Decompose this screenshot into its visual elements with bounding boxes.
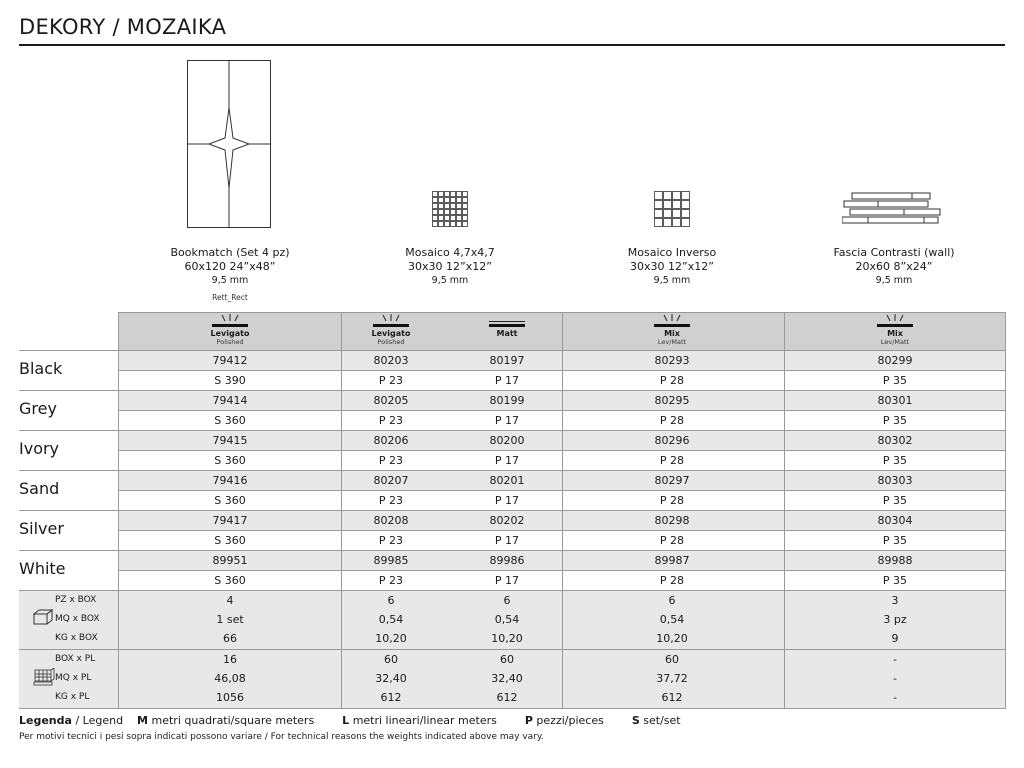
product-code: 79414 — [212, 394, 248, 407]
mosaic-tile — [439, 222, 444, 227]
pack-unit: P 35 — [882, 574, 908, 587]
mosaic-tile — [445, 192, 450, 197]
pack-unit: S 390 — [214, 374, 246, 387]
mix-icon — [652, 313, 692, 329]
product-code: 80303 — [877, 474, 913, 487]
mosaic-tile — [433, 210, 438, 215]
product-code: 80205 — [373, 394, 409, 407]
column-divider — [562, 312, 563, 708]
mix-icon — [855, 313, 935, 329]
product-code: 80295 — [654, 394, 690, 407]
product-code: 89988 — [877, 554, 913, 567]
pack-value: 1056 — [216, 691, 244, 704]
pack-value: 37,72 — [656, 672, 688, 685]
pack-label: PZ x BOX — [55, 595, 97, 605]
pack-value: 6 — [387, 594, 395, 607]
product-thickness: 9,5 mm — [211, 275, 249, 286]
box-block — [19, 591, 1006, 649]
fascia-strips-icon — [842, 192, 942, 232]
color-name: Black — [19, 359, 63, 378]
color-name: Sand — [19, 479, 60, 498]
product-code: 80297 — [654, 474, 690, 487]
pack-label: KG x BOX — [55, 633, 98, 643]
polished-icon — [351, 313, 431, 329]
finish-label: Matt — [496, 329, 518, 338]
size-imperial: 8”x24” — [893, 260, 933, 273]
pack-unit: S 360 — [214, 534, 246, 547]
color-row-black — [19, 351, 1006, 391]
product-extra: Rett_Rect — [212, 293, 248, 302]
legend-m-text: metri quadrati/square meters — [151, 714, 315, 727]
product-fascia — [804, 246, 984, 288]
mosaic-tile — [457, 204, 462, 209]
product-code: 80304 — [877, 514, 913, 527]
pack-value: 6 — [503, 594, 511, 607]
product-name: Mosaico Inverso — [627, 246, 717, 259]
pack-unit: P 28 — [659, 534, 685, 547]
mosaic-tile — [463, 222, 468, 227]
size-imperial: 12”x12” — [446, 260, 492, 273]
mosaic-tile — [445, 222, 450, 227]
mosaic-tile — [655, 219, 663, 227]
finish-header-2 — [351, 313, 431, 351]
product-code: 80207 — [373, 474, 409, 487]
size-metric: 60x120 — [184, 260, 227, 273]
legend-s-text: set/set — [643, 714, 681, 727]
legend-l-text: metri lineari/linear meters — [352, 714, 497, 727]
pack-unit: S 360 — [214, 414, 246, 427]
finish-label: Levigato — [371, 329, 411, 338]
size-metric: 30x30 — [408, 260, 443, 273]
product-table — [19, 312, 1006, 712]
product-code: 80199 — [489, 394, 525, 407]
pack-value: 3 — [891, 594, 899, 607]
product-code: 89951 — [212, 554, 248, 567]
mosaic-tile — [439, 210, 444, 215]
mosaic-tile — [439, 216, 444, 221]
pack-value: 612 — [380, 691, 402, 704]
polished-icon — [210, 313, 250, 329]
product-code: 80206 — [373, 434, 409, 447]
product-code: 89986 — [489, 554, 525, 567]
page-title: DEKORY / MOZAIKA — [19, 15, 227, 39]
finish-sublabel: Polished — [377, 338, 405, 346]
row-divider — [19, 708, 1006, 709]
pack-value: 612 — [661, 691, 683, 704]
pack-value: 60 — [384, 653, 398, 666]
mosaic-tile — [463, 192, 468, 197]
mosaic-tile — [451, 192, 456, 197]
finish-header-4 — [632, 313, 712, 351]
finish-sublabel: Lev/Matt — [657, 338, 687, 346]
mosaic-tile — [682, 210, 690, 218]
product-code: 80203 — [373, 354, 409, 367]
mix-icon — [632, 313, 712, 329]
finish-header-1 — [190, 313, 270, 351]
mosaic-inverso-icon — [654, 191, 690, 231]
product-thickness: 9,5 mm — [653, 275, 691, 286]
pack-unit: P 28 — [659, 374, 685, 387]
mosaic-tile — [451, 222, 456, 227]
product-code: 80201 — [489, 474, 525, 487]
pack-label: MQ x BOX — [55, 614, 100, 624]
polished-icon — [190, 313, 270, 329]
pack-label: MQ x PL — [55, 673, 92, 683]
pack-value: 10,20 — [656, 632, 688, 645]
product-code: 80296 — [654, 434, 690, 447]
pack-unit: P 35 — [882, 454, 908, 467]
product-code: 80200 — [489, 434, 525, 447]
size-imperial: 12”x12” — [668, 260, 714, 273]
mosaic-tile — [445, 216, 450, 221]
pallet-block — [19, 650, 1006, 708]
legend-l-key: L — [342, 714, 350, 727]
mosaic-tile — [445, 210, 450, 215]
pack-value: 612 — [496, 691, 518, 704]
pack-unit: S 360 — [214, 454, 246, 467]
pack-value: 60 — [665, 653, 679, 666]
mosaic-tile — [673, 210, 681, 218]
mosaic-tile — [433, 192, 438, 197]
finish-sublabel: Lev/Matt — [880, 338, 910, 346]
mosaic-tile — [463, 210, 468, 215]
product-code: 89987 — [654, 554, 690, 567]
pack-value: 10,20 — [491, 632, 523, 645]
mosaic-tile — [682, 201, 690, 209]
pack-unit: P 23 — [378, 374, 404, 387]
pack-value: 0,54 — [659, 613, 685, 626]
mosaic-tile — [673, 219, 681, 227]
size-imperial: 24”x48” — [229, 260, 276, 273]
pack-value: 4 — [226, 594, 234, 607]
pack-value: 16 — [223, 653, 237, 666]
pack-unit: P 23 — [378, 414, 404, 427]
finish-sublabel: Polished — [216, 338, 244, 346]
mosaic-tile — [439, 198, 444, 203]
pack-label: BOX x PL — [55, 654, 96, 664]
pack-unit: P 17 — [494, 414, 520, 427]
product-code: 79412 — [212, 354, 248, 367]
product-code: 89985 — [373, 554, 409, 567]
matt-icon — [467, 313, 547, 329]
pack-value: 32,40 — [491, 672, 523, 685]
mosaic-tile — [433, 204, 438, 209]
product-code: 80208 — [373, 514, 409, 527]
mosaic-tile — [682, 192, 690, 200]
pack-value: 46,08 — [214, 672, 246, 685]
mosaic-tile — [673, 201, 681, 209]
product-code: 79416 — [212, 474, 248, 487]
color-name: Grey — [19, 399, 57, 418]
pack-unit: P 28 — [659, 494, 685, 507]
mosaic-tile — [664, 219, 672, 227]
pack-unit: P 35 — [882, 414, 908, 427]
pack-value: 9 — [891, 632, 899, 645]
pack-unit: P 23 — [378, 574, 404, 587]
product-code: 80202 — [489, 514, 525, 527]
product-code: 80298 — [654, 514, 690, 527]
mosaic-tile — [451, 204, 456, 209]
mosaic-tile — [463, 216, 468, 221]
pack-value: 6 — [668, 594, 676, 607]
pack-unit: P 23 — [378, 454, 404, 467]
mosaic-tile — [463, 204, 468, 209]
mosaic-tile — [445, 198, 450, 203]
column-divider — [341, 312, 342, 708]
mosaic-tile — [445, 204, 450, 209]
column-divider — [784, 312, 785, 708]
pack-unit: P 17 — [494, 374, 520, 387]
pallet-icon — [33, 668, 55, 690]
mosaic-tile — [451, 210, 456, 215]
box-icon — [33, 609, 53, 629]
pack-unit: P 28 — [659, 454, 685, 467]
matt-icon — [487, 313, 527, 329]
finish-header-3 — [467, 313, 547, 351]
mosaic-tile — [682, 219, 690, 227]
pack-unit: P 23 — [378, 494, 404, 507]
pack-unit: P 17 — [494, 534, 520, 547]
pack-value: 0,54 — [494, 613, 520, 626]
box-icon — [33, 609, 53, 625]
finish-label: Mix — [887, 329, 903, 338]
mosaic-tile — [664, 192, 672, 200]
pack-unit: P 17 — [494, 574, 520, 587]
color-row-sand — [19, 471, 1006, 511]
mosaic-tile — [451, 216, 456, 221]
product-code: 80293 — [654, 354, 690, 367]
color-name: Ivory — [19, 439, 60, 458]
column-divider — [118, 312, 119, 708]
title-divider — [19, 44, 1005, 46]
color-name: Silver — [19, 519, 64, 538]
product-size — [804, 260, 984, 274]
pack-value: 10,20 — [375, 632, 407, 645]
bookmatch-star-icon — [187, 60, 271, 232]
pack-unit: P 28 — [659, 574, 685, 587]
product-thickness: 9,5 mm — [875, 275, 913, 286]
mosaic-tile — [664, 201, 672, 209]
size-metric: 30x30 — [630, 260, 665, 273]
mosaic-tile — [463, 198, 468, 203]
mosaic-tile — [433, 222, 438, 227]
pack-value: 32,40 — [375, 672, 407, 685]
mosaic-tile — [655, 210, 663, 218]
product-size — [150, 260, 310, 274]
pack-unit: S 360 — [214, 494, 246, 507]
legend-title: Legenda — [19, 714, 72, 727]
color-name: White — [19, 559, 66, 578]
product-code: 80197 — [489, 354, 525, 367]
mosaic-tile — [655, 192, 663, 200]
pack-value: 1 set — [216, 613, 244, 626]
product-name: Mosaico 4,7x4,7 — [405, 246, 495, 259]
product-code: 80299 — [877, 354, 913, 367]
pack-unit: P 35 — [882, 494, 908, 507]
pack-unit: P 28 — [659, 414, 685, 427]
pack-value: 66 — [223, 632, 237, 645]
row-divider — [19, 350, 1006, 351]
mosaic-tile — [457, 198, 462, 203]
pack-value: - — [893, 691, 897, 704]
mosaic-grid-icon — [432, 191, 468, 231]
product-size — [592, 260, 752, 274]
legend-p-key: P — [524, 714, 533, 727]
mosaic-tile — [439, 204, 444, 209]
size-metric: 20x60 — [855, 260, 891, 273]
legend-title-en: / Legend — [75, 714, 124, 727]
product-code: 80301 — [877, 394, 913, 407]
pack-label: KG x PL — [55, 692, 90, 702]
product-code: 79417 — [212, 514, 248, 527]
pack-unit: P 17 — [494, 494, 520, 507]
weights-note: Per motivi tecnici i pesi sopra indicati possono variare / For technical reasons the weights indicated above may vary. — [19, 732, 544, 742]
color-row-grey — [19, 391, 1006, 431]
finish-header-5 — [855, 313, 935, 351]
color-row-ivory — [19, 431, 1006, 471]
product-name: Fascia Contrasti (wall) — [833, 246, 955, 259]
pack-value: - — [893, 672, 897, 685]
polished-icon — [371, 313, 411, 329]
mosaic-tile — [673, 192, 681, 200]
pack-unit: S 360 — [214, 574, 246, 587]
finish-label: Levigato — [210, 329, 250, 338]
pack-unit: P 17 — [494, 454, 520, 467]
mosaic-tile — [457, 222, 462, 227]
column-divider — [1005, 312, 1006, 708]
color-row-white — [19, 551, 1006, 591]
mosaic-tile — [439, 192, 444, 197]
product-mosaico-inverso — [592, 246, 752, 288]
legend-m-key: M — [137, 714, 148, 727]
mix-icon — [875, 313, 915, 329]
pack-unit: P 35 — [882, 534, 908, 547]
product-code: 80302 — [877, 434, 913, 447]
pallet-icon — [33, 668, 55, 686]
pack-value: - — [893, 653, 897, 666]
mosaic-tile — [457, 216, 462, 221]
mosaic-tile — [433, 216, 438, 221]
product-mosaico — [370, 246, 530, 288]
product-thickness: 9,5 mm — [431, 275, 469, 286]
finish-label: Mix — [664, 329, 680, 338]
mosaic-tile — [457, 210, 462, 215]
legend-s-key: S — [631, 714, 640, 727]
mosaic-tile — [433, 198, 438, 203]
pack-value: 3 pz — [883, 613, 907, 626]
product-name: Bookmatch (Set 4 pz) — [170, 246, 290, 259]
color-row-silver — [19, 511, 1006, 551]
pack-unit: P 23 — [378, 534, 404, 547]
pack-unit: P 35 — [882, 374, 908, 387]
legend-p-text: pezzi/pieces — [536, 714, 604, 727]
product-bookmatch — [150, 246, 310, 304]
product-size — [370, 260, 530, 274]
pack-value: 60 — [500, 653, 514, 666]
pack-value: 0,54 — [378, 613, 404, 626]
mosaic-tile — [655, 201, 663, 209]
product-code: 79415 — [212, 434, 248, 447]
mosaic-tile — [451, 198, 456, 203]
mosaic-tile — [457, 192, 462, 197]
mosaic-tile — [664, 210, 672, 218]
legend — [19, 714, 681, 727]
